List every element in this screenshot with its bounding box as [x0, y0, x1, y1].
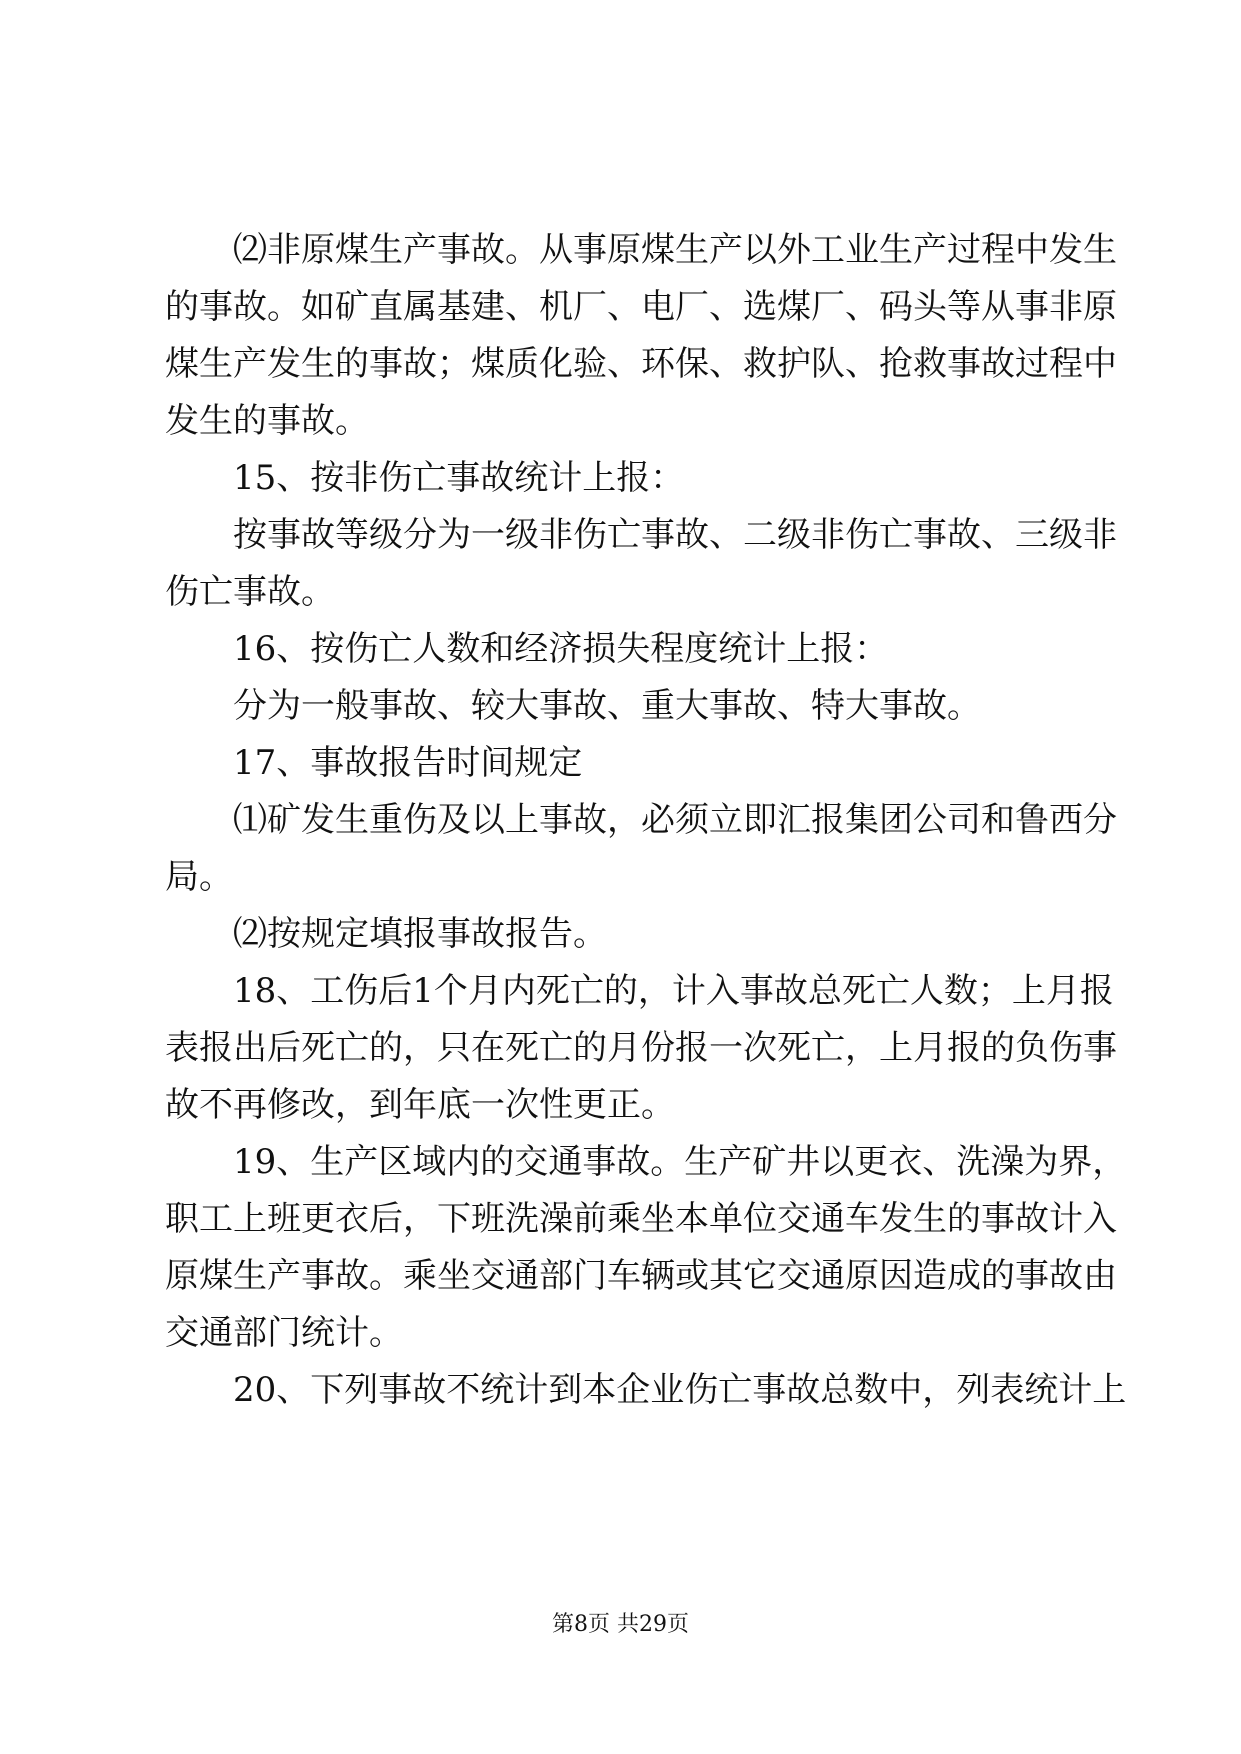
paragraph-line: ⑵非原煤生产事故。从事原煤生产以外工业生产过程中发生 [233, 230, 1117, 270]
section-heading-20: 20、下列事故不统计到本企业伤亡事故总数中，列表统计上 [233, 1370, 1127, 1410]
paragraph-line: 职工上班更衣后，下班洗澡前乘坐本单位交通车发生的事故计入 [165, 1199, 1117, 1239]
section-heading-19: 19、生产区域内的交通事故。生产矿井以更衣、洗澡为界， [233, 1142, 1127, 1182]
paragraph-line: 按事故等级分为一级非伤亡事故、二级非伤亡事故、三级非 [233, 515, 1117, 555]
paragraph-line: 原煤生产事故。乘坐交通部门车辆或其它交通原因造成的事故由 [165, 1256, 1117, 1296]
paragraph-line: 局。 [165, 857, 233, 897]
paragraph-line: 伤亡事故。 [165, 572, 335, 612]
section-heading-18: 18、工伤后1个月内死亡的，计入事故总死亡人数；上月报 [233, 971, 1114, 1011]
paragraph-line: 分为一般事故、较大事故、重大事故、特大事故。 [233, 686, 981, 726]
paragraph-line: 发生的事故。 [165, 401, 369, 441]
paragraph-line: ⑴矿发生重伤及以上事故，必须立即汇报集团公司和鲁西分 [233, 800, 1117, 840]
paragraph-line: 的事故。如矿直属基建、机厂、电厂、选煤厂、码头等从事非原 [165, 287, 1117, 327]
paragraph-line: 交通部门统计。 [165, 1313, 403, 1353]
paragraph-line: 煤生产发生的事故；煤质化验、环保、救护队、抢救事故过程中 [165, 344, 1117, 384]
section-heading-17: 17、事故报告时间规定 [233, 743, 583, 783]
paragraph-line: 故不再修改，到年底一次性更正。 [165, 1085, 675, 1125]
section-heading-16: 16、按伤亡人数和经济损失程度统计上报： [233, 629, 889, 669]
paragraph-line: 表报出后死亡的，只在死亡的月份报一次死亡，上月报的负伤事 [165, 1028, 1117, 1068]
paragraph-line: ⑵按规定填报事故报告。 [233, 914, 607, 954]
section-heading-15: 15、按非伤亡事故统计上报： [233, 458, 685, 498]
page-footer: 第8页 共29页 [552, 1612, 689, 1637]
